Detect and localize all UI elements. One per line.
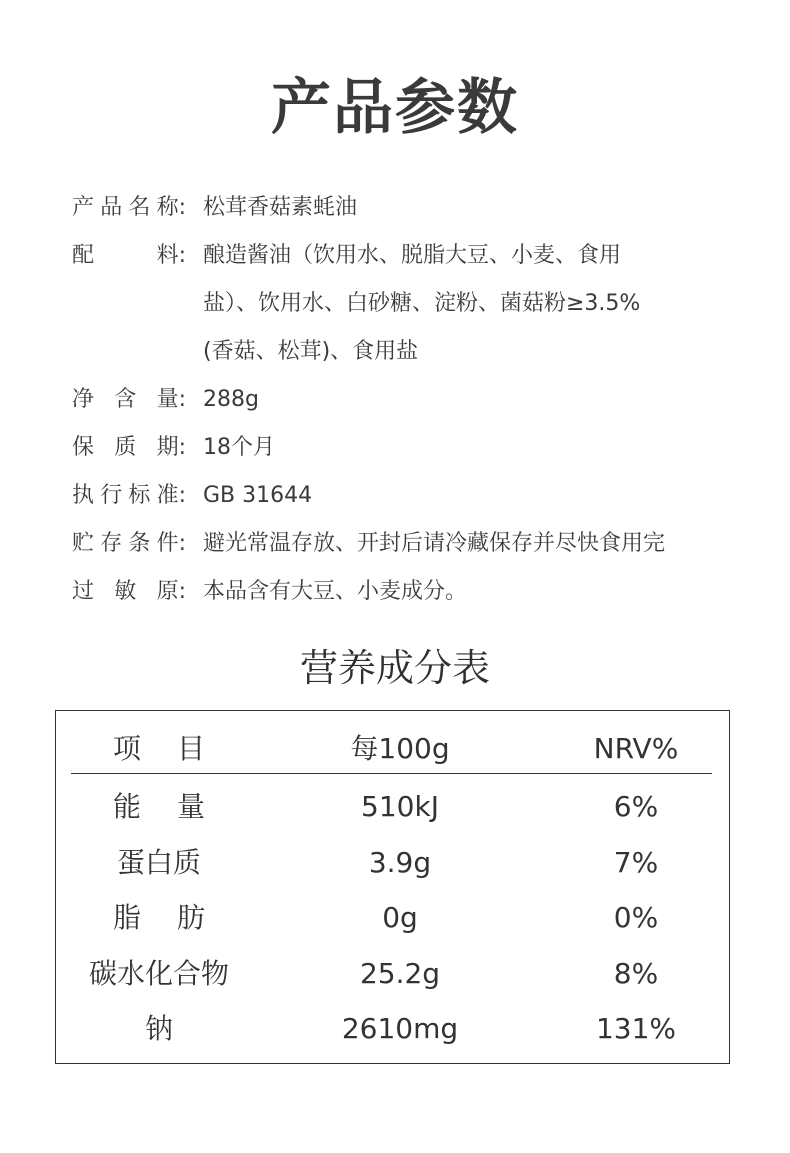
row-item: [56, 779, 262, 834]
header-divider: [71, 773, 712, 774]
row-item-text: 能量: [112, 790, 241, 823]
row-item: 蛋白质: [116, 845, 201, 879]
param-label-text: 配料: [72, 243, 179, 268]
param-value: [186, 184, 732, 232]
table-row: [56, 835, 729, 891]
row-per100g: 3.9g: [368, 845, 432, 879]
row-item: 碳水化合物: [88, 956, 229, 990]
row-nrv: 0%: [613, 901, 659, 934]
row-nrv: 7%: [613, 845, 659, 879]
header-item-text: 项目: [112, 732, 241, 765]
param-row-allergen: [72, 568, 732, 616]
param-value-line: 本品含有大豆、小麦成分。: [203, 579, 468, 604]
param-value: [186, 472, 732, 520]
param-label: [72, 376, 186, 424]
row-nrv: 131%: [595, 1012, 677, 1045]
param-label-text: 净含量: [72, 387, 179, 412]
param-label: [72, 520, 186, 568]
param-value-line: 18个月: [203, 435, 275, 460]
page-title: 产品参数: [271, 73, 519, 143]
param-label: [72, 184, 186, 232]
param-value-line: 松茸香菇素蚝油: [203, 195, 358, 220]
param-label: [72, 568, 186, 616]
param-colon: :: [178, 195, 186, 220]
param-row-storage: [72, 520, 732, 568]
param-colon: :: [178, 243, 186, 268]
row-item: [56, 890, 262, 945]
param-value: [186, 376, 732, 424]
row-per100g: 0g: [382, 901, 418, 934]
param-value-line: 288g: [203, 387, 259, 412]
row-per100g: 2610mg: [341, 1012, 459, 1045]
header-nrv: NRV%: [593, 732, 679, 765]
row-nrv: 8%: [613, 956, 659, 990]
param-row-shelf-life: [72, 424, 732, 472]
table-row: [56, 779, 729, 835]
param-label-text: 产品名称: [72, 195, 179, 220]
product-params: [72, 184, 732, 616]
param-label-text: 过敏原: [72, 579, 179, 604]
param-colon: :: [178, 387, 186, 412]
nutrition-rows: [56, 779, 729, 1057]
param-colon: :: [178, 483, 186, 508]
nutrition-title: 营养成分表: [299, 646, 490, 690]
param-label-text: 保质期: [72, 435, 179, 460]
param-label: [72, 472, 186, 520]
row-item: 钠: [144, 1012, 173, 1045]
param-value-line: 盐）、饮用水、白砂糖、淀粉、菌菇粉≥3.5%: [203, 291, 641, 316]
param-colon: :: [178, 435, 186, 460]
table-row: [56, 946, 729, 1002]
param-label-text: 执行标准: [72, 483, 179, 508]
row-per100g: 25.2g: [359, 956, 441, 990]
param-colon: :: [178, 531, 186, 556]
row-item-text: 脂肪: [112, 901, 241, 934]
param-value: [186, 232, 732, 376]
param-value-line: GB 31644: [203, 483, 313, 508]
nutrition-header-row: [56, 725, 729, 773]
param-value-line: 酿造酱油（饮用水、脱脂大豆、小麦、食用: [203, 243, 622, 268]
nutrition-table: [55, 710, 730, 1064]
param-row-net-content: [72, 376, 732, 424]
param-label: [72, 232, 186, 376]
param-value: [186, 568, 732, 616]
table-row: [56, 1001, 729, 1057]
param-value: [186, 520, 732, 568]
row-nrv: 6%: [613, 790, 659, 823]
param-row-name: [72, 184, 732, 232]
header-item: [56, 725, 262, 773]
param-label-text: 贮存条件: [72, 531, 179, 556]
row-per100g: 510kJ: [361, 790, 439, 823]
param-value-line: (香菇、松茸)、食用盐: [203, 339, 419, 364]
table-row: [56, 890, 729, 946]
param-value: [186, 424, 732, 472]
param-row-ingredients: [72, 232, 732, 376]
param-colon: :: [178, 579, 186, 604]
param-value-line: 避光常温存放、开封后请冷藏保存并尽快食用完: [203, 531, 666, 556]
header-per100g: 每100g: [350, 732, 450, 765]
param-row-standard: [72, 472, 732, 520]
param-label: [72, 424, 186, 472]
